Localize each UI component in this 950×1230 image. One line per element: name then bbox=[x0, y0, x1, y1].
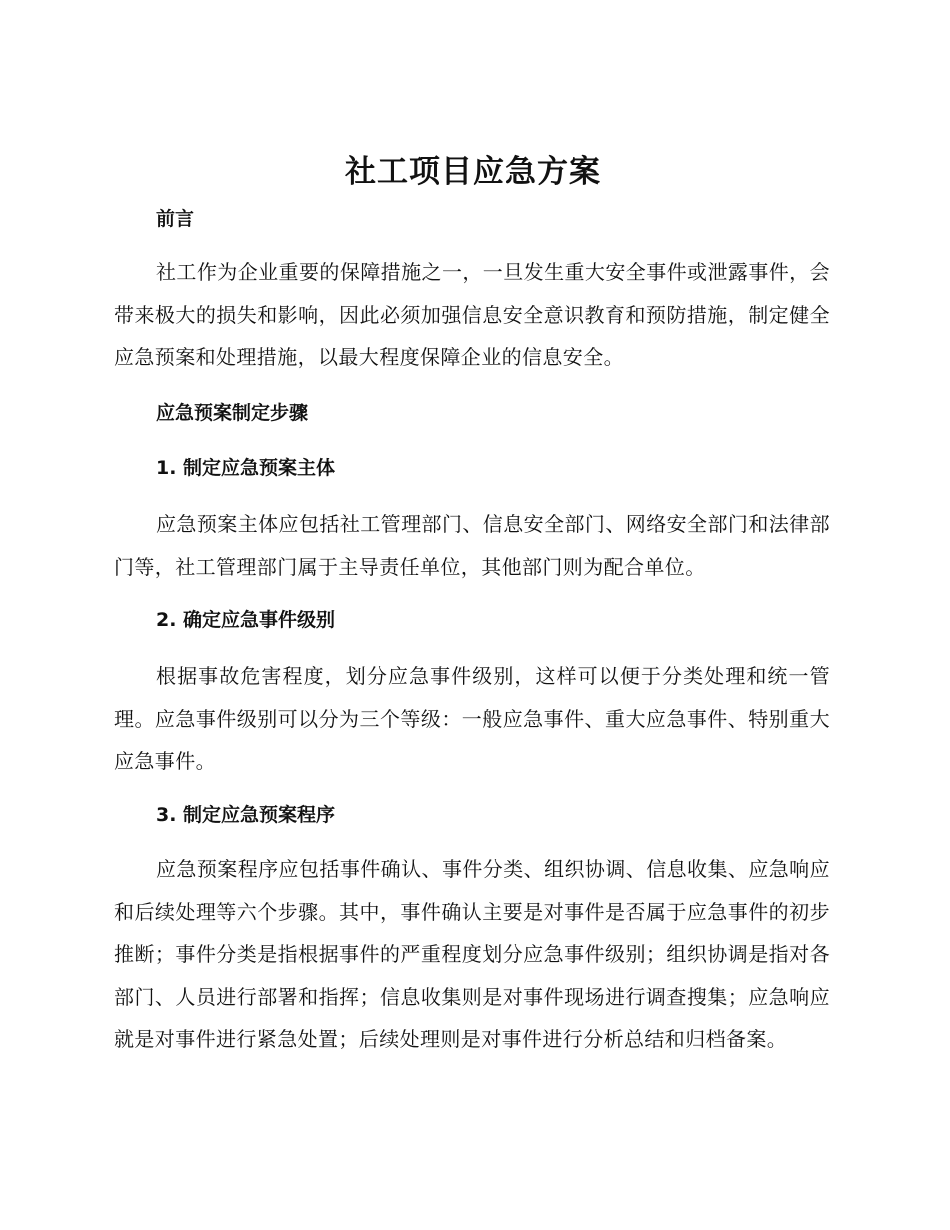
paragraph-subsection-2: 根据事故危害程度，划分应急事件级别，这样可以便于分类处理和统一管理。应急事件级别可以分为三个等级：一般应急事件、重大应急事件、特别重大应急事件。 bbox=[114, 664, 830, 773]
subsection-heading-3: 3. 制定应急预案程序 bbox=[156, 804, 336, 826]
subsection-heading-2: 2. 确定应急事件级别 bbox=[156, 609, 336, 631]
section-heading-steps: 应急预案制定步骤 bbox=[156, 402, 309, 424]
paragraph-subsection-3: 应急预案程序应包括事件确认、事件分类、组织协调、信息收集、应急响应和后续处理等六个步骤。其中，事件确认主要是对事件是否属于应急事件的初步推断；事件分类是指根据事件的严重程度划分应急事件级别；组织协调是指对各部门、人员进行部署和指挥；信息收集则是对事件现场进行调查搜集；应急响应就是对事件进行紧急处置；后续处理则是对事件进行分析总结和归档备案。 bbox=[114, 857, 830, 1051]
paragraph-preface: 社工作为企业重要的保障措施之一，一旦发生重大安全事件或泄露事件，会带来极大的损失和影响，因此必须加强信息安全意识教育和预防措施，制定健全应急预案和处理措施，以最大程度保障企业的信息安全。 bbox=[114, 260, 830, 369]
subsection-heading-1: 1. 制定应急预案主体 bbox=[156, 457, 336, 479]
paragraph-subsection-1: 应急预案主体应包括社工管理部门、信息安全部门、网络安全部门和法律部门等，社工管理部门属于主导责任单位，其他部门则为配合单位。 bbox=[114, 512, 830, 579]
document-title: 社工项目应急方案 bbox=[345, 154, 601, 190]
section-heading-preface: 前言 bbox=[156, 208, 195, 230]
